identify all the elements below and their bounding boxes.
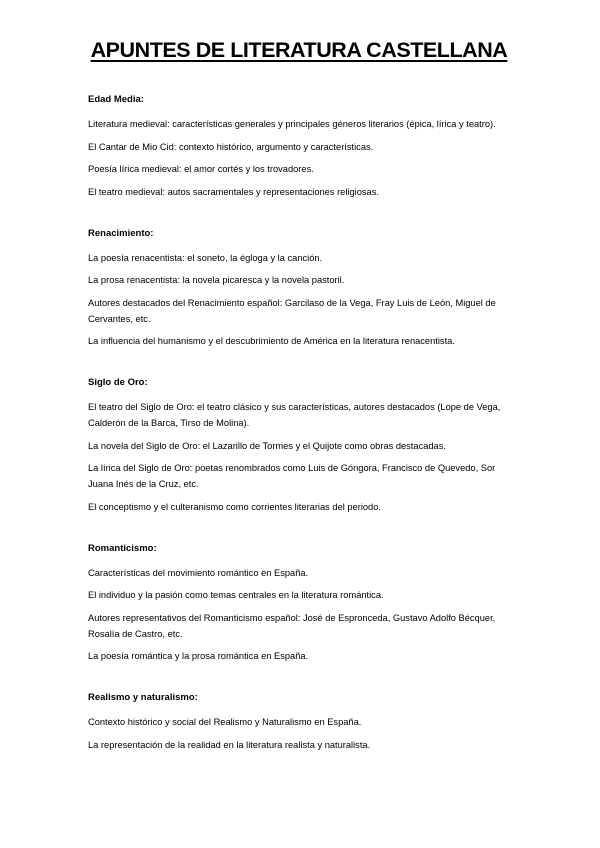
section-renacimiento: [88, 227, 512, 350]
paragraph: Características del movimiento romántico en España.: [88, 567, 309, 578]
paragraph: Poesía lírica medieval: el amor cortés y los trovadores.: [88, 164, 314, 174]
paragraph: El individuo y la pasión como temas centrales en la literatura romántica.: [88, 590, 384, 600]
paragraph: La lírica del Siglo de Oro: poetas renombrados como Luis de Góngora, Francisco de Quevedo, Sor Juana Inés de la Cruz, etc.: [88, 463, 496, 489]
paragraph: Contexto histórico y social del Realismo y Naturalismo en España.: [88, 717, 362, 727]
paragraph: El teatro medieval: autos sacramentales y representaciones religiosas.: [88, 186, 379, 197]
document-title: APUNTES DE LITERATURA CASTELLANA: [90, 38, 508, 62]
paragraph: El conceptismo y el culteranismo como corrientes literarias del periodo.: [88, 501, 381, 512]
section-edad-media: [88, 93, 512, 200]
section-realismo-naturalismo: [88, 691, 512, 753]
paragraph: Autores representativos del Romanticismo español: José de Espronceda, Gustavo Adolfo Bécquer, Rosalía de Castro, etc.: [88, 612, 496, 639]
section-heading: Edad Media:: [88, 94, 144, 105]
paragraph: La representación de la realidad en la literatura realista y naturalista.: [88, 739, 371, 750]
paragraph: La poesía renacentista: el soneto, la égloga y la canción.: [88, 252, 323, 263]
paragraph: La influencia del humanismo y el descubrimiento de América en la literatura renacentista.: [88, 336, 455, 346]
section-siglo-de-oro: [88, 376, 512, 515]
section-heading: Renacimiento:: [88, 227, 154, 239]
paragraph: La prosa renacentista: la novela picaresca y la novela pastoril.: [88, 275, 345, 285]
section-heading: Siglo de Oro:: [88, 377, 148, 388]
section-heading: Romanticismo:: [88, 542, 157, 554]
section-romanticismo: [88, 542, 512, 665]
paragraph: Literatura medieval: características generales y principales géneros literarios (épica, lírica y teatro).: [88, 119, 496, 129]
paragraph: El Cantar de Mio Cid: contexto histórico, argumento y características.: [88, 141, 374, 152]
paragraph: La poesía romántica y la prosa romántica en España.: [88, 651, 309, 661]
paragraph: El teatro del Siglo de Oro: el teatro clásico y sus características, autores destacados (Lope de Vega, Calderón de la Barca, Tirso de Molina).: [88, 402, 501, 428]
paragraph: Autores destacados del Renacimiento español: Garcilaso de la Vega, Fray Luis de León, Miguel de Cervantes, etc.: [88, 297, 496, 324]
section-heading: Realismo y naturalismo:: [88, 692, 198, 703]
paragraph: La novela del Siglo de Oro: el Lazarillo de Tormes y el Quijote como obras destacadas.: [88, 440, 446, 451]
